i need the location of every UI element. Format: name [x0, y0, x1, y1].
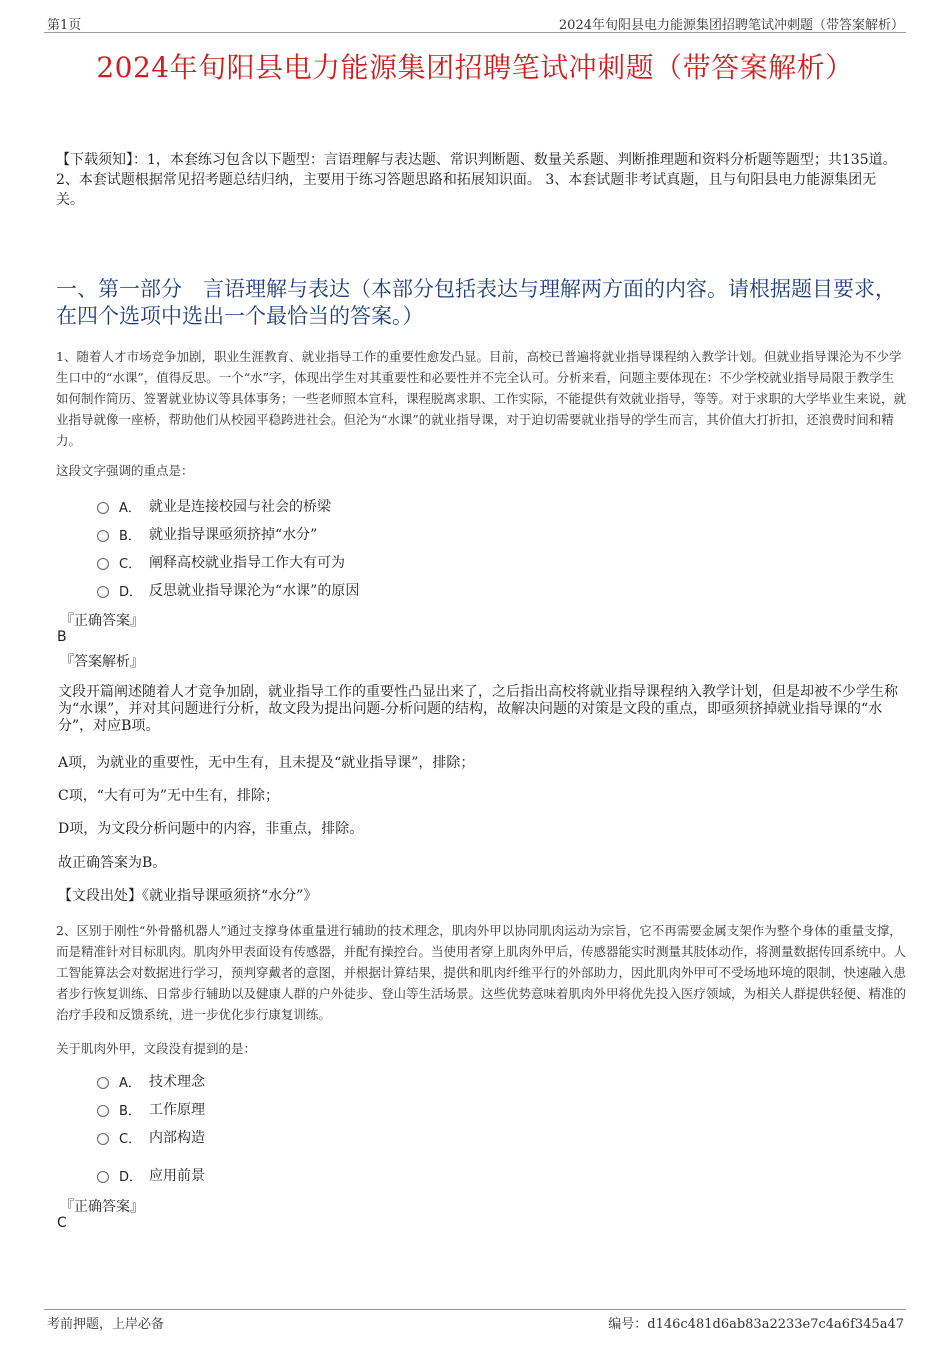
radio-icon[interactable]	[97, 1171, 109, 1183]
radio-icon[interactable]	[97, 1105, 109, 1117]
q2-stem: 2、区别于刚性“外骨骼机器人”通过支撑身体重量进行辅助的技术理念，肌肉外甲以协同肌肉运动为宗旨，它不再需要金属支架作为整个身体的重量支撑，而是精准针对目标肌肉。肌肉外甲表面设有传感器，并配有操控台。当使用者穿上肌肉外甲后，传感器能实时测量其肢体动作，将测量数据传回系统中。人工智能算法会对数据进行学习，预判穿戴者的意图，并根据计算结果，提供和肌肉纤维平行的外部助力，因此肌肉外甲可不受场地环境的限制，快速融入患者步行恢复训练、日常步行辅助以及健康人群的户外徒步、登山等生活场景。这些优势意味着肌肉外甲将优先投入医疗领域，为相关人群提供轻便、精准的治疗手段和反馈系统，进一步优化步行康复训练。	[56, 923, 907, 1022]
footer-slogan: 考前押题，上岸必备	[47, 1317, 165, 1332]
document-title: 2024年旬阳县电力能源集团招聘笔试冲刺题（带答案解析）	[96, 51, 854, 84]
option-text: 反思就业指导课沦为“水课”的原因	[149, 583, 360, 599]
radio-icon[interactable]	[97, 558, 109, 570]
download-notice: 【下载须知】：1，本套练习包含以下题型：言语理解与表达题、常识判断题、数量关系题、判断推理题和资料分析题等题型；共135道。 2、本套试题根据常见招考题总结归纳，主要用于练习答题思路和拓展知识面。 3、本套试题非考试真题，且与旬阳县电力能源集团无关。	[56, 152, 897, 208]
q1-conclusion: 故正确答案为B。	[58, 855, 167, 871]
q1-analysis-a: A项，为就业的重要性，无中生有，且未提及“就业指导课”，排除；	[58, 755, 475, 771]
option-text: 就业指导课亟须挤掉“水分”	[149, 527, 318, 543]
q1-stem: 1、随着人才市场竞争加剧，职业生涯教育、就业指导工作的重要性愈发凸显。目前，高校已普遍将就业指导课程纳入教学计划。但就业指导课沦为不少学生口中的“水课”，值得反思。一个“水”字，体现出学生对其重要性和必要性并不完全认可。分析来看，问题主要体现在：不少学校就业指导局限于教学生如何制作简历、签署就业协议等具体事务；一些老师照本宣科，课程脱离求职、工作实际，不能提供有效就业指导，等等。对于求职的大学毕业生来说，就业指导就像一座桥，帮助他们从校园平稳跨进社会。但沦为“水课”的就业指导课，对于迫切需要就业指导的学生而言，其价值大打折扣，还浪费时间和精力。	[56, 349, 907, 448]
option-text: 应用前景	[149, 1168, 205, 1184]
q2-option-b[interactable]	[97, 1099, 205, 1119]
q1-option-a[interactable]	[97, 496, 331, 516]
q2-option-d[interactable]	[97, 1165, 205, 1185]
q1-option-b[interactable]	[97, 524, 317, 544]
document-id: 编号：d146c481d6ab83a2233e7c4a6f345a47	[608, 1317, 904, 1332]
q1-option-d[interactable]	[97, 580, 359, 600]
q1-analysis-main: 文段开篇阐述随着人才竞争加剧，就业指导工作的重要性凸显出来了，之后指出高校将就业指导课程纳入教学计划，但是却被不少学生称为“水课”，并对其问题进行分析，故文段为提出问题-分析问题的结构，故解决问题的对策是文段的重点，即亟须挤掉就业指导课的“水分”，对应B项。	[58, 684, 898, 734]
q2-answer: C	[57, 1215, 67, 1231]
option-key: D．	[119, 584, 143, 600]
q1-source: 【文段出处】《就业指导课亟须挤“水分”》	[58, 888, 318, 904]
q2-option-c[interactable]	[97, 1127, 205, 1147]
footer-divider	[44, 1309, 906, 1310]
option-key: B．	[119, 1103, 141, 1119]
q1-option-c[interactable]	[97, 552, 345, 572]
header-divider	[44, 32, 906, 33]
radio-icon[interactable]	[97, 586, 109, 598]
radio-icon[interactable]	[97, 1133, 109, 1145]
option-text: 工作原理	[149, 1102, 205, 1118]
q1-prompt: 这段文字强调的重点是：	[56, 463, 194, 478]
option-key: D．	[119, 1169, 143, 1185]
q1-answer-label: 『正确答案』	[60, 613, 144, 629]
radio-icon[interactable]	[97, 502, 109, 514]
q2-option-a[interactable]	[97, 1071, 205, 1091]
option-key: C．	[119, 556, 142, 572]
option-key: B．	[119, 528, 141, 544]
q2-answer-label: 『正确答案』	[60, 1199, 144, 1215]
q2-prompt: 关于肌肉外甲，文段没有提到的是：	[56, 1041, 257, 1056]
option-text: 内部构造	[149, 1130, 205, 1146]
option-text: 就业是连接校园与社会的桥梁	[149, 499, 331, 515]
radio-icon[interactable]	[97, 1077, 109, 1089]
option-key: C．	[119, 1131, 142, 1147]
option-text: 技术理念	[149, 1074, 205, 1090]
option-text: 阐释高校就业指导工作大有可为	[149, 555, 345, 571]
q1-analysis-d: D项，为文段分析问题中的内容，非重点，排除。	[58, 821, 364, 837]
q1-answer: B	[57, 629, 67, 645]
page-number: 第1页	[47, 18, 82, 33]
running-title: 2024年旬阳县电力能源集团招聘笔试冲刺题（带答案解析）	[558, 18, 904, 33]
option-key: A．	[119, 500, 141, 516]
option-key: A．	[119, 1075, 141, 1091]
radio-icon[interactable]	[97, 530, 109, 542]
section-heading: 一、第一部分 言语理解与表达（本部分包括表达与理解两方面的内容。请根据题目要求，在四个选项中选出一个最恰当的答案。）	[56, 277, 896, 328]
q1-analysis-c: C项，“大有可为”无中生有，排除；	[58, 788, 280, 804]
q1-analysis-label: 『答案解析』	[60, 654, 144, 670]
